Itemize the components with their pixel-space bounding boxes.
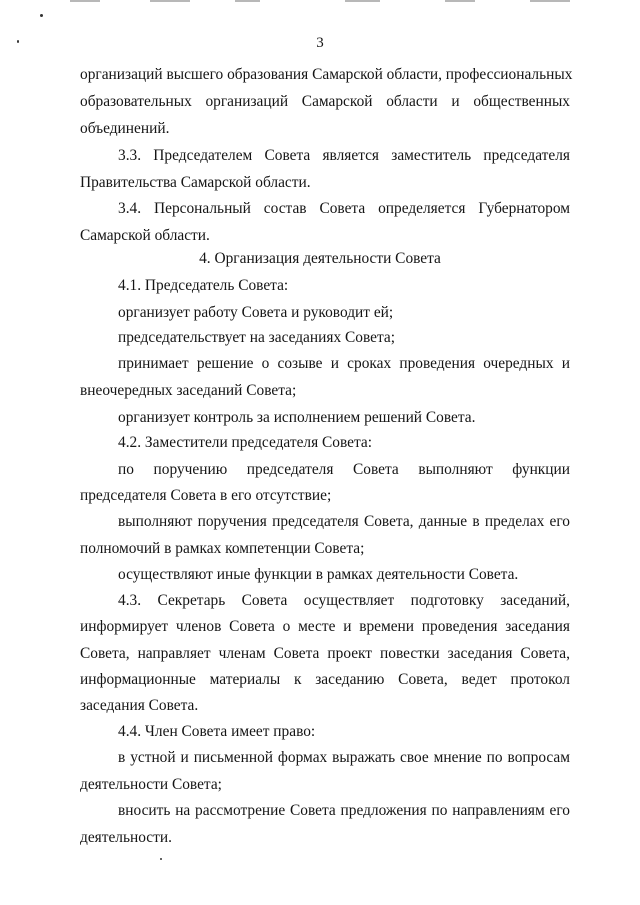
text-line: заседания Совета. [80,697,199,714]
scan-speck [40,14,43,17]
text-line: внеочередных заседаний Совета; [80,382,297,399]
text-line: информационные материалы к заседанию Совета, ведет протокол [80,671,570,688]
text-line: деятельности. [80,829,172,846]
text-line: 4.4. Член Совета имеет право: [118,723,316,740]
scan-edge-mark [235,0,260,2]
text-line: 4.2. Заместители председателя Совета: [118,434,372,451]
text-line: информирует членов Совета о месте и времени проведения заседания [80,618,570,635]
section-heading: 4. Организация деятельности Совета [199,250,441,267]
text-line: осуществляют иные функции в рамках деятельности Совета. [118,566,519,583]
text-line: Правительства Самарской области. [80,174,311,191]
scan-edge-mark [445,0,475,2]
text-line: организаций высшего образования Самарской области, профессиональных [80,66,573,83]
text-line: 4.3. Секретарь Совета осуществляет подготовку заседаний, [118,592,570,609]
text-line: организует контроль за исполнением решений Совета. [118,409,476,426]
text-line: образовательных организаций Самарской области и общественных [80,93,570,110]
page-number: 3 [316,35,324,51]
text-line: 4.1. Председатель Совета: [118,277,289,294]
text-line: председательствует на заседаниях Совета; [118,329,395,346]
text-line: объединений. [80,120,170,137]
text-line: по поручению председателя Совета выполняют функции [118,461,570,478]
text-line: председателя Совета в его отсутствие; [80,487,332,504]
scan-edge-mark [530,0,570,2]
scan-edge-mark [70,0,100,2]
scan-speck [160,858,162,860]
text-line: в устной и письменной формах выражать свое мнение по вопросам [118,749,570,766]
text-line: 3.3. Председателем Совета является заместитель председателя [118,147,570,164]
text-line: полномочий в рамках компетенции Совета; [80,540,365,557]
text-line: Самарской области. [80,227,210,244]
scan-edge-mark [345,0,380,2]
text-line: 3.4. Персональный состав Совета определяется Губернатором [118,200,570,217]
text-line: выполняют поручения председателя Совета, данные в пределах его [118,513,570,530]
scan-edge-mark [150,0,190,2]
text-line: принимает решение о созыве и сроках проведения очередных и [118,355,570,372]
text-line: организует работу Совета и руководит ей; [118,304,394,321]
text-line: вносить на рассмотрение Совета предложения по направлениям его [118,802,570,819]
text-line: Совета, направляет членам Совета проект повестки заседания Совета, [80,645,570,662]
text-line: деятельности Совета; [80,776,222,793]
